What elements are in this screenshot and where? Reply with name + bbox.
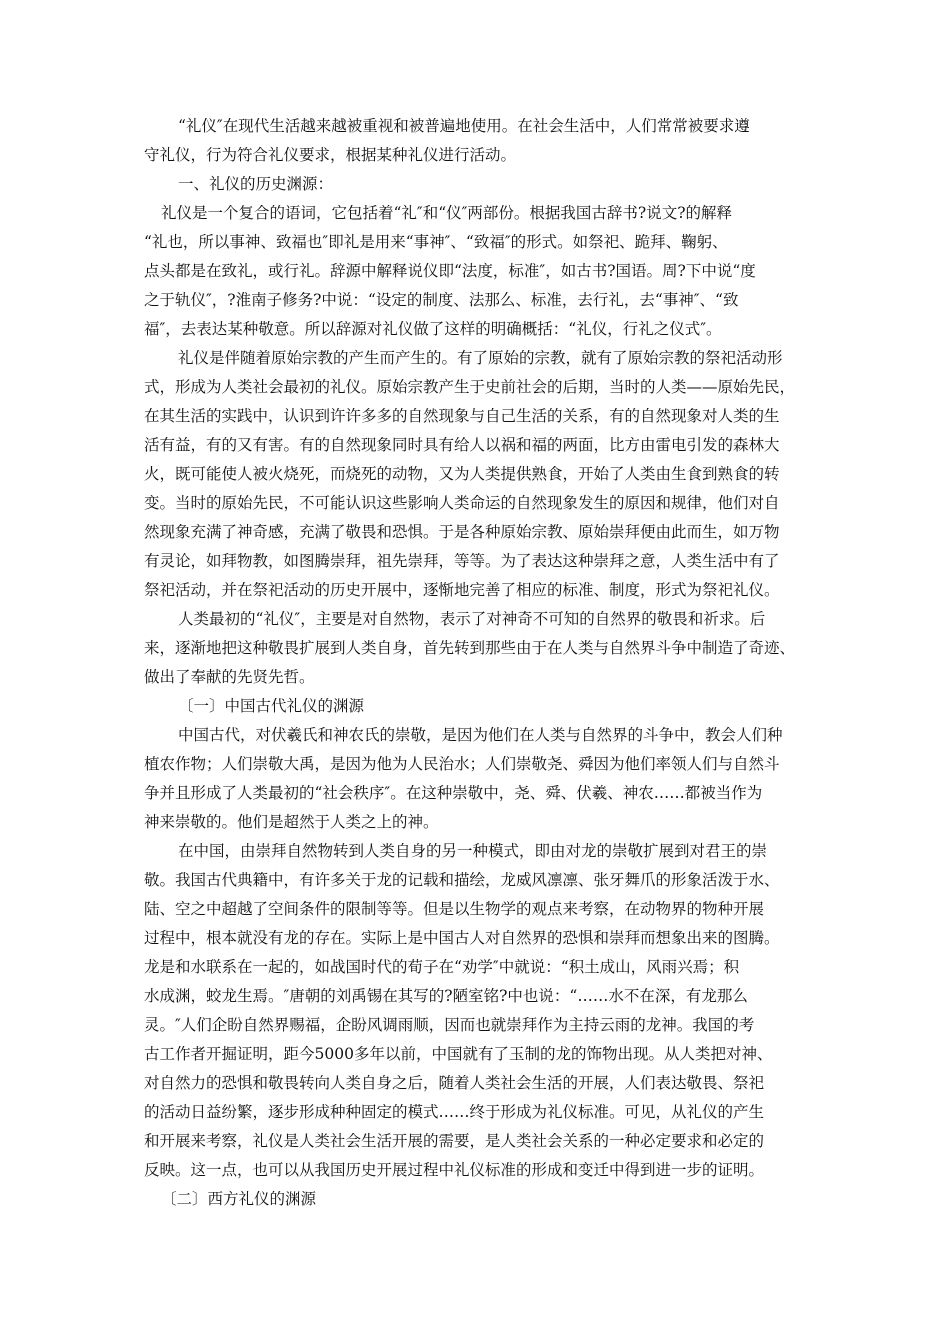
- para5-line-4: 过程中，根本就没有龙的存在。实际上是中国古人对自然界的恐惧和崇拜而想象出来的图腾。: [144, 929, 780, 947]
- para5-line-2: 敬。我国古代典籍中，有许多关于龙的记载和描绘，龙威风凛凛、张牙舞爪的形象活泼于水、: [144, 871, 780, 889]
- para1-line-2: “礼也，所以事神、致福也″即礼是用来“事神″、“致福″的形式。如祭祀、跪拜、鞠躬、: [144, 233, 728, 251]
- para5-line-3: 陆、空之中超越了空间条件的限制等等。但是以生物学的观点来考察，在动物界的物种开展: [144, 900, 765, 918]
- subsection-heading-china: 〔一〕中国古代礼仪的渊源: [178, 697, 365, 715]
- para4-line-4: 神来崇敬的。他们是超然于人类之上的神。: [144, 813, 439, 831]
- intro-line-2: 守礼仪，行为符合礼仪要求，根据某种礼仪进行活动。: [144, 146, 517, 164]
- para5-line-9: 对自然力的恐惧和敬畏转向人类自身之后，随着人类社会生活的开展，人们表达敬畏、祭祀: [144, 1074, 765, 1092]
- para5-line-1: 在中国，由崇拜自然物转到人类自身的另一种模式，即由对龙的崇敬扩展到对君王的崇: [178, 842, 768, 860]
- para1-line-4: 之于轨仪″，?淮南子修务?中说：“设定的制度、法那么、标准，去行礼，去“事神″、“致: [144, 291, 739, 309]
- para2-line-8: 有灵论，如拜物教，如图腾崇拜，祖先崇拜，等等。为了表达这种崇拜之意，人类生活中有了: [144, 552, 780, 570]
- para1-line-5: 福″，去表达某种敬意。所以辞源对礼仪做了这样的明确概括：“礼仪，行礼之仪式″。: [144, 320, 722, 338]
- para5-line-8: 古工作者开掘证明，距今5000多年以前，中国就有了玉制的龙的饰物出现。从人类把对神、: [144, 1045, 773, 1063]
- para2-line-5: 火，既可能使人被火烧死，而烧死的动物，又为人类提供熟食，开始了人类由生食到熟食的转: [144, 465, 780, 483]
- para3-line-2: 来，逐渐地把这种敬畏扩展到人类自身，首先转到那些由于在人类与自然界斗争中制造了奇迹、: [144, 639, 796, 657]
- subsection-heading-west: 〔二〕西方礼仪的渊源: [161, 1190, 317, 1208]
- para5-line-7: 灵。″人们企盼自然界赐福，企盼风调雨顺，因而也就崇拜作为主持云雨的龙神。我国的考: [144, 1016, 755, 1034]
- para4-line-2: 植农作物；人们崇敬大禹，是因为他为人民治水；人们崇敬尧、舜因为他们率领人们与自然斗: [144, 755, 780, 773]
- para1-line-1: 礼仪是一个复合的语词，它包括着“礼″和“仪″两部份。根据我国古辞书?说文?的解释: [161, 204, 733, 222]
- para1-line-3: 点头都是在致礼，或行礼。辞源中解释说仪即“法度，标准″，如古书?国语。周?下中说“度: [144, 262, 756, 280]
- para4-line-3: 争并且形成了人类最初的“社会秩序″。在这种崇敬中，尧、舜、伏羲、神农……都被当作为: [144, 784, 763, 802]
- para5-line-6: 水成渊，蛟龙生焉。″唐朝的刘禹锡在其写的?陋室铭?中也说：“……水不在深，有龙那么: [144, 987, 748, 1005]
- para3-line-3: 做出了奉献的先贤先哲。: [144, 668, 315, 686]
- para2-line-4: 活有益，有的又有害。有的自然现象同时具有给人以祸和福的两面，比方由雷电引发的森林大: [144, 436, 780, 454]
- para2-line-7: 然现象充满了神奇感，充满了敬畏和恐惧。于是各种原始宗教、原始崇拜便由此而生，如万物: [144, 523, 780, 541]
- para2-line-2: 式，形成为人类社会最初的礼仪。原始宗教产生于史前社会的后期，当时的人类——原始先民，: [144, 378, 796, 396]
- para2-line-3: 在其生活的实践中，认识到许许多多的自然现象与自己生活的关系，有的自然现象对人类的生: [144, 407, 780, 425]
- para2-line-9: 祭祀活动，并在祭祀活动的历史开展中，逐惭地完善了相应的标准、制度，形式为祭祀礼仪。: [144, 581, 780, 599]
- section-heading-history: 一、礼仪的历史渊源：: [178, 175, 334, 193]
- intro-line-1: “礼仪″在现代生活越来越被重视和被普遍地使用。在社会生活中，人们常常被要求遵: [178, 117, 750, 135]
- para5-line-5: 龙是和水联系在一起的，如战国时代的荀子在“劝学″中就说：“积土成山，风雨兴焉；积: [144, 958, 740, 976]
- para5-line-12: 反映。这一点，也可以从我国历史开展过程中礼仪标准的形成和变迁中得到进一步的证明。: [144, 1161, 765, 1179]
- para5-line-11: 和开展来考察，礼仪是人类社会生活开展的需要，是人类社会关系的一种必定要求和必定的: [144, 1132, 765, 1150]
- para5-line-10: 的活动日益纷繁，逐步形成种种固定的模式……终于形成为礼仪标准。可见，从礼仪的产生: [144, 1103, 765, 1121]
- para4-line-1: 中国古代，对伏羲氏和神农氏的崇敬，是因为他们在人类与自然界的斗争中，教会人们种: [178, 726, 783, 744]
- para2-line-1: 礼仪是伴随着原始宗教的产生而产生的。有了原始的宗教，就有了原始宗教的祭祀活动形: [178, 349, 783, 367]
- para3-line-1: 人类最初的“礼仪″，主要是对自然物，表示了对神奇不可知的自然界的敬畏和祈求。后: [178, 610, 766, 628]
- para2-line-6: 变。当时的原始先民，不可能认识这些影响人类命运的自然现象发生的原因和规律，他们对自: [144, 494, 780, 512]
